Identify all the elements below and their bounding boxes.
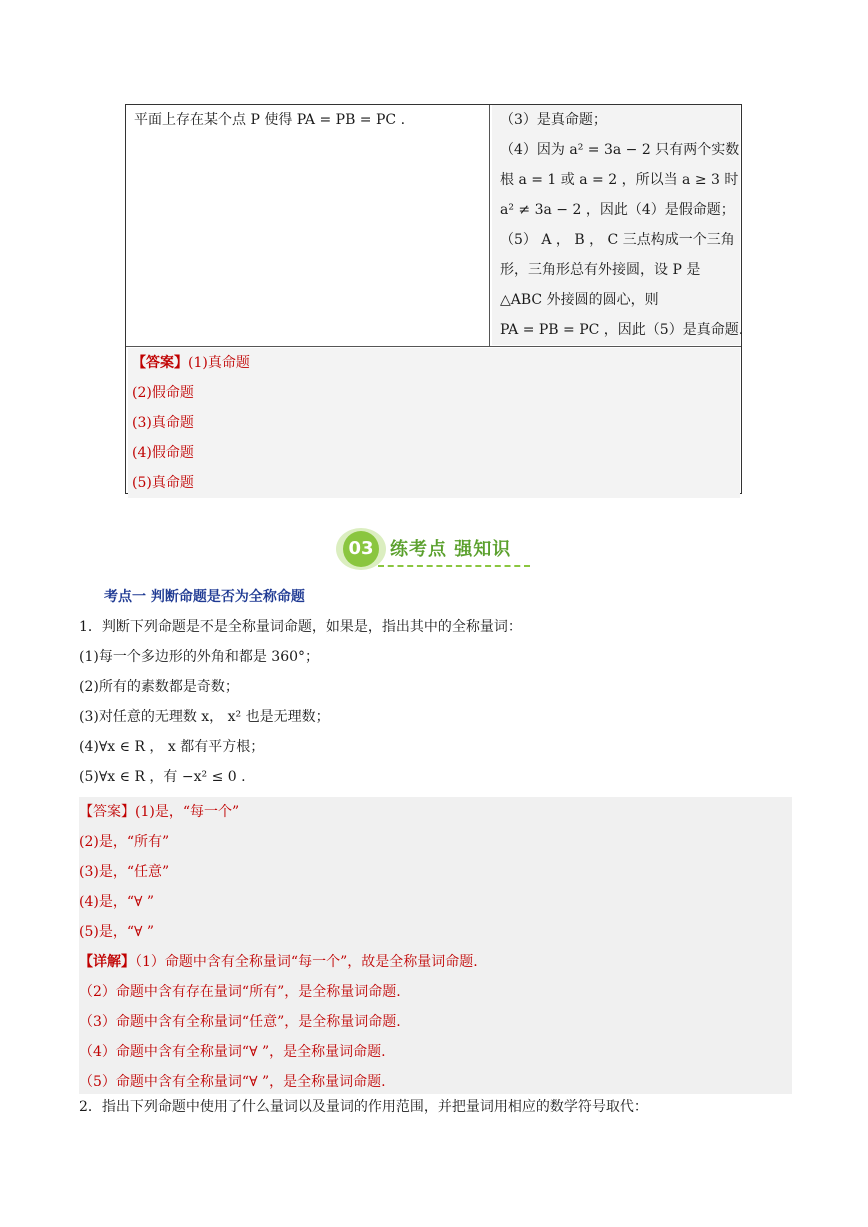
detail-tag: 【详解】 — [79, 954, 135, 970]
table-answer-block — [128, 348, 740, 498]
answer-text: (1)真命题 — [188, 355, 250, 371]
answer-line: (3)是，“任意” — [79, 864, 170, 880]
answer-block — [79, 797, 792, 1094]
table-right-cell — [492, 105, 744, 345]
answer-line: (4)假命题 — [128, 438, 740, 468]
detail-text: （1）命题中含有全称量词“每一个”，故是全称量词命题. — [135, 954, 478, 970]
answer-tag: 【答案】 — [132, 355, 188, 371]
detail-line: （4）命题中含有全称量词“∀ ”，是全称量词命题. — [79, 1044, 386, 1060]
section-title: 练考点 强知识 — [390, 539, 512, 560]
detail-line: （2）命题中含有存在量词“所有”，是全称量词命题. — [79, 984, 401, 1000]
explanation-line: PA = PB = PC ，因此（5）是真命题. — [500, 322, 744, 338]
detail-line: （5）命题中含有全称量词“∀ ”，是全称量词命题. — [79, 1074, 386, 1090]
solution-table — [125, 104, 742, 494]
explanation-line: △ABC 外接圆的圆心，则 — [500, 292, 659, 308]
detail-line — [79, 947, 792, 977]
topic-heading: 考点一 判断命题是否为全称命题 — [104, 589, 305, 605]
question-item: (4)∀x ∈ R ， x 都有平方根； — [79, 739, 265, 755]
question-item: (2)所有的素数都是奇数； — [79, 679, 239, 695]
question-item: (5)∀x ∈ R ，有 −x² ≤ 0 . — [79, 769, 246, 785]
section-badge: 03 — [343, 531, 379, 567]
answer-line: (3)真命题 — [128, 408, 740, 438]
answer-line: (2)假命题 — [128, 378, 740, 408]
explanation-line: 根 a = 1 或 a = 2 ，所以当 a ≥ 3 时 — [500, 172, 739, 188]
answer-line — [128, 348, 740, 378]
explanation-line: a² ≠ 3a − 2 ，因此（4）是假命题； — [500, 202, 735, 218]
answer-tag: 【答案】 — [79, 804, 135, 820]
question-stem: 2．指出下列命题中使用了什么量词以及量词的作用范围，并把量词用相应的数学符号取代： — [79, 1099, 648, 1115]
explanation-line: （5） A ， B ， C 三点构成一个三角 — [500, 232, 735, 248]
explanation-line: 形，三角形总有外接圆，设 P 是 — [500, 262, 701, 278]
question-stem: 1．判断下列命题是不是全称量词命题，如果是，指出其中的全称量词： — [79, 619, 522, 635]
explanation-line: （3）是真命题； — [500, 112, 607, 128]
section-underline — [378, 565, 530, 567]
question-item: (3)对任意的无理数 x， x² 也是无理数； — [79, 709, 330, 725]
answer-line: (2)是，“所有” — [79, 834, 170, 850]
answer-line: (5)真命题 — [128, 468, 740, 498]
explanation-line: （4）因为 a² = 3a − 2 只有两个实数 — [500, 142, 740, 158]
column-divider — [489, 105, 490, 346]
table-left-cell: 平面上存在某个点 P 使得 PA = PB = PC . — [134, 112, 406, 128]
answer-line: (4)是，“∀ ” — [79, 894, 155, 910]
detail-line: （3）命题中含有全称量词“任意”，是全称量词命题. — [79, 1014, 401, 1030]
answer-line — [79, 797, 792, 827]
row-divider — [126, 346, 741, 347]
question-item: (1)每一个多边形的外角和都是 360°； — [79, 649, 320, 665]
answer-line: (5)是，“∀ ” — [79, 924, 155, 940]
answer-text: (1)是，“每一个” — [135, 804, 240, 820]
